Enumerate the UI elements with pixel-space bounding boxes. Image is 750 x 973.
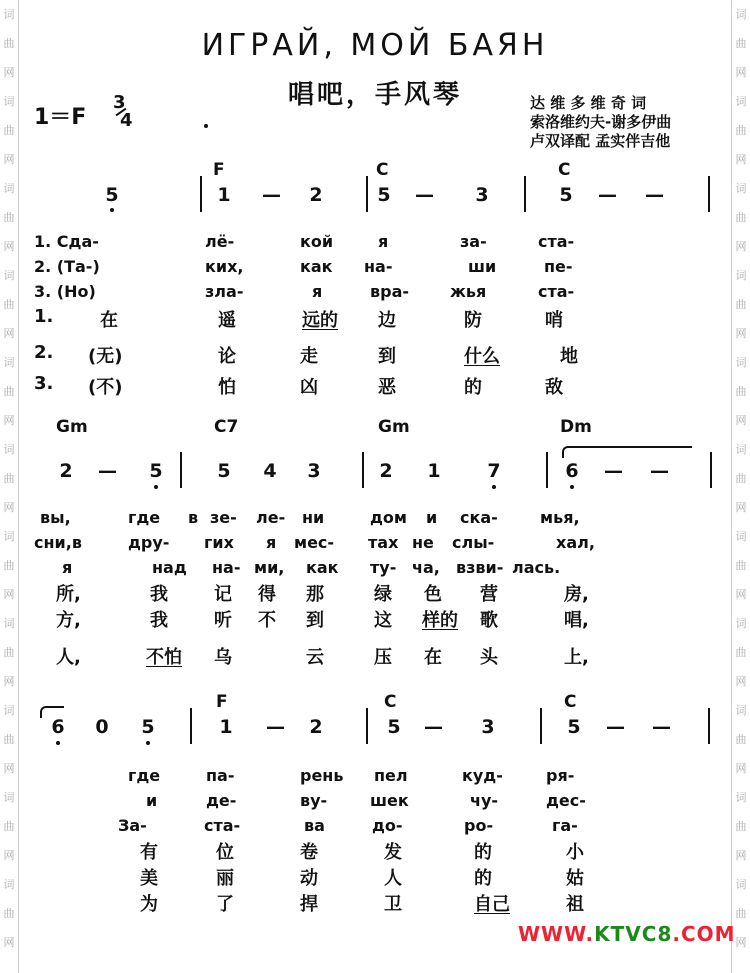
side-watermark-glyph: 词 — [735, 443, 747, 456]
lyric: 得 — [258, 584, 276, 605]
time-denominator: 4 — [120, 110, 133, 131]
note-dash: — — [415, 184, 434, 206]
lyric: 所, — [56, 584, 81, 605]
lyric: как — [306, 558, 339, 577]
lyric: где — [128, 766, 161, 785]
side-watermark-glyph: 曲 — [735, 211, 747, 224]
lyric: 的 — [474, 842, 492, 863]
lyric: пел — [374, 766, 408, 785]
side-watermark-glyph: 词 — [3, 704, 15, 717]
lyric: как — [300, 257, 333, 276]
lyric: 我 — [150, 610, 168, 631]
chord: C7 — [214, 417, 239, 437]
note: 3 — [475, 184, 489, 206]
lyric: 了 — [216, 894, 234, 915]
lyric: 敌 — [545, 377, 563, 398]
lyric: 到 — [306, 610, 324, 631]
note: 0 — [95, 716, 109, 738]
side-watermark-glyph: 网 — [3, 762, 15, 775]
lyric: 的 — [464, 377, 482, 398]
lyric: (无) — [88, 346, 123, 367]
lyric: вы, — [40, 508, 71, 527]
side-watermark-glyph: 曲 — [735, 385, 747, 398]
side-watermark-glyph: 曲 — [3, 907, 15, 920]
side-watermark-glyph: 曲 — [3, 385, 15, 398]
time-signature — [113, 92, 133, 131]
lyric: зла- — [205, 282, 244, 301]
side-watermark-glyph: 词 — [3, 530, 15, 543]
side-watermark-glyph: 曲 — [3, 211, 15, 224]
lyric: де- — [206, 791, 237, 810]
side-watermark-glyph: 网 — [3, 936, 15, 949]
side-watermark-glyph: 曲 — [3, 820, 15, 833]
lyric: 1. — [34, 306, 54, 327]
side-watermark-glyph: 词 — [3, 443, 15, 456]
lyric: 样的 — [422, 610, 458, 631]
lyric: гих — [204, 533, 234, 552]
lyric: 丽 — [216, 868, 234, 889]
lyric: где — [128, 508, 161, 527]
side-watermark-glyph: 曲 — [735, 559, 747, 572]
lyric: хал, — [556, 533, 595, 552]
note-dash: — — [604, 460, 623, 482]
lyric: 卫 — [384, 894, 402, 915]
lyric: 在 — [424, 647, 442, 668]
side-watermark-glyph: 网 — [735, 414, 747, 427]
note: 2 — [309, 184, 323, 206]
lyric: 头 — [480, 647, 498, 668]
lyric-ru-1-0: 1. Cда- — [34, 232, 99, 251]
lyric-ru-3-0: 3. (Но) — [34, 282, 96, 301]
lyric: ши — [468, 257, 497, 276]
note: 5 — [141, 716, 155, 738]
lyric: куд- — [462, 766, 503, 785]
lyric: 歌 — [480, 610, 498, 631]
note: 5 — [387, 716, 401, 738]
lyric: не — [412, 533, 434, 552]
side-watermark-glyph: 曲 — [735, 646, 747, 659]
lyric-ru-2-0: 2. (Та-) — [34, 257, 100, 276]
lyric: 营 — [480, 584, 498, 605]
lower-octave-dot — [110, 208, 114, 212]
lyric: 位 — [216, 842, 234, 863]
lyric: 什么 — [464, 346, 500, 367]
note-dash: — — [645, 184, 664, 206]
tie-slur — [562, 446, 692, 458]
side-watermark-glyph: 曲 — [735, 298, 747, 311]
lyric: 方, — [56, 610, 81, 631]
note: 1 — [217, 184, 231, 206]
note-dash: — — [606, 716, 625, 738]
lyric: 色 — [424, 584, 442, 605]
lyric: ста- — [204, 816, 241, 835]
barline — [540, 708, 542, 744]
note: 5 — [149, 460, 163, 482]
barline — [546, 452, 548, 488]
side-watermark-glyph: 网 — [735, 327, 747, 340]
lyric: 人, — [56, 647, 81, 668]
lyric: 凶 — [300, 377, 318, 398]
note: 5 — [567, 716, 581, 738]
lyric: на- — [364, 257, 393, 276]
side-watermark-glyph: 网 — [735, 240, 747, 253]
lyric: 遥 — [218, 310, 236, 331]
lyric: 压 — [374, 647, 392, 668]
note-dash: — — [98, 460, 117, 482]
chord: C — [558, 160, 571, 180]
note-dash: — — [262, 184, 281, 206]
note: 5 — [559, 184, 573, 206]
lyric: 捍 — [300, 894, 318, 915]
side-watermark-glyph: 曲 — [3, 37, 15, 50]
lyric: 云 — [306, 647, 324, 668]
lyric: лё- — [205, 232, 235, 251]
lyric: 怕 — [218, 377, 236, 398]
side-watermark-glyph: 网 — [3, 240, 15, 253]
lyric: 唱, — [564, 610, 589, 631]
right-watermark-strip — [732, 0, 750, 973]
lower-octave-dot — [154, 485, 158, 489]
side-watermark-glyph: 网 — [735, 936, 747, 949]
side-watermark-glyph: 词 — [735, 791, 747, 804]
side-watermark-glyph: 词 — [3, 182, 15, 195]
lyric: 自己 — [474, 894, 510, 915]
barline — [190, 708, 192, 744]
side-watermark-glyph: 曲 — [3, 298, 15, 311]
lyric: над — [152, 558, 187, 577]
note-dash: — — [650, 460, 669, 482]
note: 6 — [51, 716, 65, 738]
lyric: 这 — [374, 610, 392, 631]
lyric: 姑 — [566, 868, 584, 889]
barline — [708, 176, 710, 212]
lyric: (不) — [88, 377, 123, 398]
barline — [708, 708, 710, 744]
lyric: ни — [302, 508, 325, 527]
note: 1 — [219, 716, 233, 738]
lyric: дес- — [546, 791, 586, 810]
barline — [524, 176, 526, 212]
lyric: 边 — [378, 310, 396, 331]
lyric: пе- — [544, 257, 573, 276]
watermark-brand: KTVC8 — [594, 922, 673, 946]
chord: C — [376, 160, 389, 180]
lyric: 防 — [464, 310, 482, 331]
lyric: ту- — [370, 558, 397, 577]
credit-lyricist: 达 维 多 维 奇 词 — [530, 94, 647, 112]
lyric: 到 — [378, 346, 396, 367]
side-watermark-glyph: 词 — [735, 356, 747, 369]
lyric: дру- — [128, 533, 170, 552]
lyric: 小 — [566, 842, 584, 863]
title-russian: ИГРАЙ, МОЙ БАЯН — [201, 28, 549, 63]
lyric: зе- — [210, 508, 237, 527]
lyric: в — [188, 508, 199, 527]
side-watermark-glyph: 曲 — [735, 124, 747, 137]
side-watermark-glyph: 词 — [3, 791, 15, 804]
lyric: я — [62, 558, 73, 577]
side-watermark-glyph: 曲 — [3, 733, 15, 746]
lower-octave-dot — [146, 741, 150, 745]
side-watermark-glyph: 词 — [3, 269, 15, 282]
lyric: на- — [212, 558, 241, 577]
side-watermark-glyph: 曲 — [735, 733, 747, 746]
lyric: ле- — [256, 508, 286, 527]
side-watermark-glyph: 网 — [735, 849, 747, 862]
lyric: га- — [552, 816, 578, 835]
side-watermark-glyph: 曲 — [3, 559, 15, 572]
side-watermark-glyph: 曲 — [735, 472, 747, 485]
lyric: ву- — [300, 791, 328, 810]
credit-translator: 卢双译配 孟实伴吉他 — [530, 132, 671, 150]
note: 3 — [481, 716, 495, 738]
side-watermark-glyph: 网 — [735, 501, 747, 514]
lyric: 卷 — [300, 842, 318, 863]
barline — [180, 452, 182, 488]
side-watermark-glyph: 网 — [3, 327, 15, 340]
watermark-suffix: .COM — [672, 922, 736, 946]
time-numerator: 3 — [113, 92, 126, 113]
lyric: до- — [372, 816, 403, 835]
lyric: взви- — [456, 558, 504, 577]
lyric: 那 — [306, 584, 324, 605]
barline — [366, 708, 368, 744]
lyric: 地 — [560, 346, 578, 367]
lyric: мес- — [294, 533, 335, 552]
side-watermark-glyph: 词 — [735, 269, 747, 282]
lyric: 不怕 — [146, 647, 182, 668]
watermark-prefix: WWW. — [518, 922, 595, 946]
lyric: 绿 — [374, 584, 392, 605]
side-watermark-glyph: 网 — [3, 588, 15, 601]
side-watermark-glyph: 词 — [3, 617, 15, 630]
lyric: 发 — [384, 842, 402, 863]
side-watermark-glyph: 曲 — [735, 37, 747, 50]
lyric: 远的 — [302, 310, 338, 331]
lyric: я — [312, 282, 323, 301]
credits — [530, 94, 671, 151]
lyric: ска- — [460, 508, 498, 527]
barline — [200, 176, 202, 212]
chord: Gm — [56, 417, 88, 437]
side-watermark-glyph: 网 — [3, 414, 15, 427]
lyric: 3. — [34, 373, 54, 394]
right-border — [731, 0, 732, 973]
lyric: слы- — [452, 533, 495, 552]
lyric: 在 — [100, 310, 118, 331]
side-watermark-glyph: 词 — [735, 95, 747, 108]
lyric: я — [378, 232, 389, 251]
key-signature: 1＝F — [34, 105, 87, 130]
note: 2 — [309, 716, 323, 738]
note-dash: — — [652, 716, 671, 738]
lyric: 有 — [140, 842, 158, 863]
lyric: 不 — [258, 610, 276, 631]
side-watermark-glyph: 词 — [3, 95, 15, 108]
note: 2 — [379, 460, 393, 482]
lyric: я — [266, 533, 277, 552]
lyric: лась. — [512, 558, 561, 577]
side-watermark-glyph: 曲 — [3, 124, 15, 137]
chord: F — [213, 160, 225, 180]
barline — [362, 452, 364, 488]
lyric: рень — [300, 766, 344, 785]
chord: Dm — [560, 417, 592, 437]
credit-composer: 索洛维约夫-谢多伊曲 — [530, 113, 672, 131]
lyric: 记 — [214, 584, 232, 605]
lyric: 为 — [140, 894, 158, 915]
lyric: 论 — [218, 346, 236, 367]
lyric: 我 — [150, 584, 168, 605]
note: 2 — [59, 460, 73, 482]
lyric: ва — [304, 816, 325, 835]
chord: F — [216, 692, 228, 712]
side-watermark-glyph: 词 — [735, 8, 747, 21]
lyric: жья — [450, 282, 487, 301]
lyric: ста- — [538, 282, 575, 301]
side-watermark-glyph: 网 — [735, 762, 747, 775]
chord: C — [384, 692, 397, 712]
side-watermark-glyph: 词 — [3, 356, 15, 369]
side-watermark-glyph: 词 — [735, 182, 747, 195]
lyric: и — [146, 791, 158, 810]
lyric: 恶 — [378, 377, 396, 398]
chord: Gm — [378, 417, 410, 437]
lyric: 听 — [214, 610, 232, 631]
side-watermark-glyph: 词 — [735, 530, 747, 543]
side-watermark-glyph: 网 — [3, 153, 15, 166]
side-watermark-glyph: 词 — [735, 704, 747, 717]
lyric: дом — [370, 508, 407, 527]
lyric: За- — [118, 816, 147, 835]
lyric: чу- — [470, 791, 499, 810]
side-watermark-glyph: 曲 — [3, 472, 15, 485]
lyric: 上, — [564, 647, 589, 668]
side-watermark-glyph: 曲 — [3, 646, 15, 659]
side-watermark-glyph: 网 — [3, 501, 15, 514]
lyric: кой — [300, 232, 334, 251]
lyric: 走 — [300, 346, 318, 367]
side-watermark-glyph: 词 — [3, 878, 15, 891]
lyric: 哨 — [545, 310, 563, 331]
lower-octave-dot — [570, 485, 574, 489]
barline — [366, 176, 368, 212]
side-watermark-glyph: 词 — [735, 878, 747, 891]
note: 5 — [217, 460, 231, 482]
lyric: ря- — [546, 766, 575, 785]
lyric: 美 — [140, 868, 158, 889]
site-watermark — [518, 922, 736, 946]
note: 1 — [427, 460, 441, 482]
note: 6 — [565, 460, 579, 482]
note-dash: — — [598, 184, 617, 206]
side-watermark-glyph: 网 — [3, 675, 15, 688]
lyric: ста- — [538, 232, 575, 251]
lyric: па- — [206, 766, 235, 785]
left-watermark-strip — [0, 0, 18, 973]
lyric: 乌 — [214, 647, 232, 668]
lyric: мья, — [540, 508, 580, 527]
title-chinese: 唱吧，手风琴 — [287, 80, 462, 110]
lyric: ми, — [254, 558, 285, 577]
side-watermark-glyph: 词 — [735, 617, 747, 630]
lyric: 房, — [564, 584, 589, 605]
side-watermark-glyph: 网 — [735, 153, 747, 166]
side-watermark-glyph: 曲 — [735, 820, 747, 833]
lyric: 的 — [474, 868, 492, 889]
note: 4 — [263, 460, 277, 482]
lyric: 动 — [300, 868, 318, 889]
note-dash: — — [424, 716, 443, 738]
chord: C — [564, 692, 577, 712]
side-watermark-glyph: 网 — [3, 66, 15, 79]
lyric: и — [426, 508, 438, 527]
lyric: сни,в — [34, 533, 82, 552]
lyric: тах — [368, 533, 399, 552]
side-watermark-glyph: 网 — [735, 66, 747, 79]
side-watermark-glyph: 网 — [735, 675, 747, 688]
note: 3 — [307, 460, 321, 482]
lower-octave-dot — [492, 485, 496, 489]
note: 7 — [487, 460, 501, 482]
lyric: ких, — [205, 257, 244, 276]
lyric: шек — [370, 791, 409, 810]
lyric: 祖 — [566, 894, 584, 915]
stray-dot — [204, 124, 208, 128]
left-border — [18, 0, 19, 973]
lyric: вра- — [370, 282, 410, 301]
side-watermark-glyph: 曲 — [735, 907, 747, 920]
side-watermark-glyph: 网 — [3, 849, 15, 862]
side-watermark-glyph: 词 — [3, 8, 15, 21]
lyric: 人 — [384, 868, 402, 889]
note-dash: — — [266, 716, 285, 738]
lyric: ча, — [412, 558, 440, 577]
note: 5 — [377, 184, 391, 206]
barline — [710, 452, 712, 488]
note: 5 — [105, 184, 119, 206]
lyric: 2. — [34, 342, 54, 363]
side-watermark-glyph: 网 — [735, 588, 747, 601]
lyric: за- — [460, 232, 487, 251]
lyric: ро- — [464, 816, 494, 835]
lower-octave-dot — [56, 741, 60, 745]
